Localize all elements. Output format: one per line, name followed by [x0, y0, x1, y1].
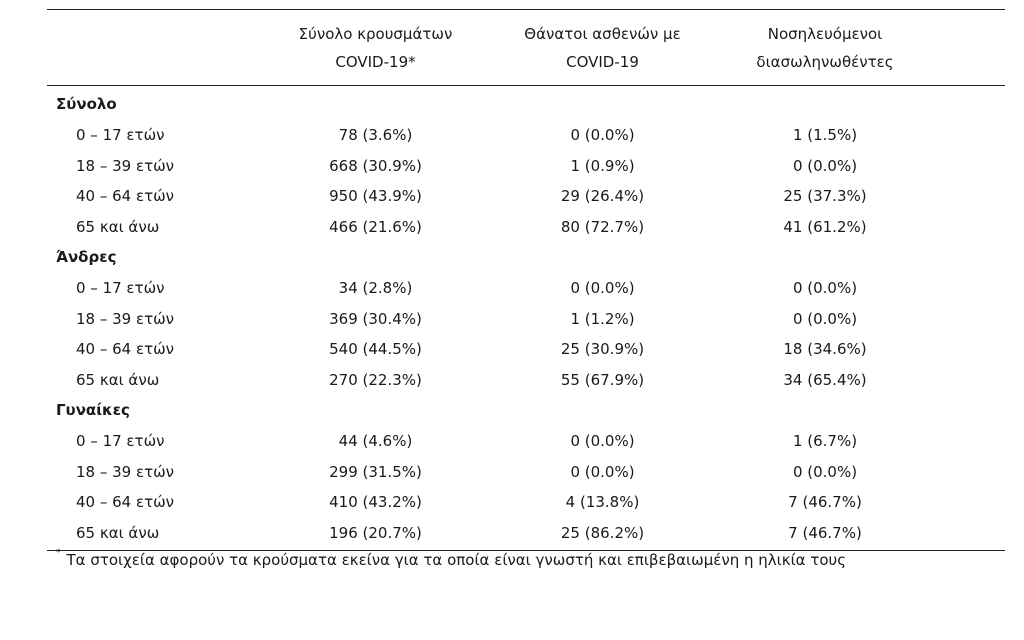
header-total-cases-line2: COVID-19* — [335, 52, 416, 71]
footnote-text: Τα στοιχεία αφορούν τα κρούσματα εκείνα για τα οποία είναι γνωστή και επιβεβαιωμένη η ηλικία τους — [66, 551, 846, 569]
row-label: 18 – 39 ετών — [76, 309, 175, 328]
deaths-cell: 25 (86.2%) — [560, 523, 645, 542]
footnote — [56, 548, 846, 569]
header-total-cases-line1: Σύνολο κρουσμάτων — [298, 24, 453, 43]
header-deaths — [489, 20, 716, 76]
intubated-cell: 0 (0.0%) — [792, 309, 858, 328]
table-row — [47, 457, 1005, 488]
row-label: 65 και άνω — [76, 370, 160, 389]
group-title: Γυναίκες — [56, 401, 130, 419]
table-row — [47, 365, 1005, 396]
header-intubated-line1: Νοσηλευόμενοι — [767, 24, 883, 43]
deaths-cell: 29 (26.4%) — [560, 187, 645, 205]
deaths-cell: 0 (0.0%) — [570, 462, 635, 481]
row-label: 0 – 17 ετών — [76, 279, 165, 297]
row-label: 40 – 64 ετών — [76, 493, 175, 511]
table-row — [47, 304, 1005, 335]
table-row — [47, 487, 1005, 518]
deaths-cell: 80 (72.7%) — [560, 217, 645, 236]
table-row — [47, 518, 1005, 549]
cases-cell: 410 (43.2%) — [329, 493, 422, 511]
header-deaths-line2: COVID-19 — [566, 52, 639, 71]
cases-cell: 466 (21.6%) — [329, 217, 422, 236]
cases-cell: 950 (43.9%) — [329, 187, 422, 205]
intubated-cell: 18 (34.6%) — [783, 340, 867, 358]
header-intubated — [716, 20, 934, 76]
row-label: 40 – 64 ετών — [76, 187, 175, 205]
header-deaths-line1: Θάνατοι ασθενών με — [524, 24, 681, 43]
header-intubated-line2: διασωληνωθέντες — [756, 52, 894, 71]
intubated-cell: 41 (61.2%) — [783, 217, 867, 236]
cases-cell: 270 (22.3%) — [329, 370, 422, 389]
row-label: 0 – 17 ετών — [76, 126, 165, 144]
cases-cell: 668 (30.9%) — [329, 156, 422, 175]
row-label: 18 – 39 ετών — [76, 462, 175, 481]
cases-cell: 44 (4.6%) — [338, 432, 413, 450]
deaths-cell: 0 (0.0%) — [570, 432, 635, 450]
table-body — [47, 86, 1005, 548]
deaths-cell: 25 (30.9%) — [560, 340, 645, 358]
cases-cell: 78 (3.6%) — [338, 126, 413, 144]
deaths-cell: 55 (67.9%) — [560, 370, 645, 389]
table-row — [47, 426, 1005, 457]
deaths-cell: 1 (0.9%) — [570, 156, 635, 175]
deaths-cell: 0 (0.0%) — [570, 126, 635, 144]
footnote-marker: * — [56, 548, 61, 558]
cases-cell: 540 (44.5%) — [329, 340, 422, 358]
group-title: Σύνολο — [56, 95, 117, 113]
intubated-cell: 1 (6.7%) — [792, 432, 858, 450]
row-label: 40 – 64 ετών — [76, 340, 175, 358]
intubated-cell: 0 (0.0%) — [792, 279, 858, 297]
intubated-cell: 25 (37.3%) — [783, 187, 867, 205]
table-row — [47, 212, 1005, 243]
intubated-cell: 7 (46.7%) — [788, 523, 862, 542]
intubated-cell: 1 (1.5%) — [792, 126, 858, 144]
intubated-cell: 0 (0.0%) — [792, 156, 858, 175]
row-label: 65 και άνω — [76, 523, 160, 542]
deaths-cell: 0 (0.0%) — [570, 279, 635, 297]
deaths-cell: 4 (13.8%) — [565, 493, 640, 511]
cases-cell: 196 (20.7%) — [329, 523, 422, 542]
intubated-cell: 34 (65.4%) — [783, 370, 867, 389]
table-row — [47, 151, 1005, 182]
header-total-cases — [262, 20, 489, 76]
cases-cell: 34 (2.8%) — [338, 279, 413, 297]
table-row — [47, 120, 1005, 151]
age-distribution-table — [47, 9, 1005, 551]
deaths-cell: 1 (1.2%) — [570, 309, 635, 328]
group-title: Άνδρες — [56, 248, 117, 266]
intubated-cell: 0 (0.0%) — [792, 462, 858, 481]
intubated-cell: 7 (46.7%) — [788, 493, 862, 511]
cases-cell: 369 (30.4%) — [329, 309, 422, 328]
table-row — [47, 334, 1005, 365]
cases-cell: 299 (31.5%) — [329, 462, 422, 481]
row-label: 65 και άνω — [76, 217, 160, 236]
table-row — [47, 181, 1005, 212]
row-label: 0 – 17 ετών — [76, 432, 165, 450]
table-header — [47, 10, 1005, 85]
table-row — [47, 273, 1005, 304]
row-label: 18 – 39 ετών — [76, 156, 175, 175]
